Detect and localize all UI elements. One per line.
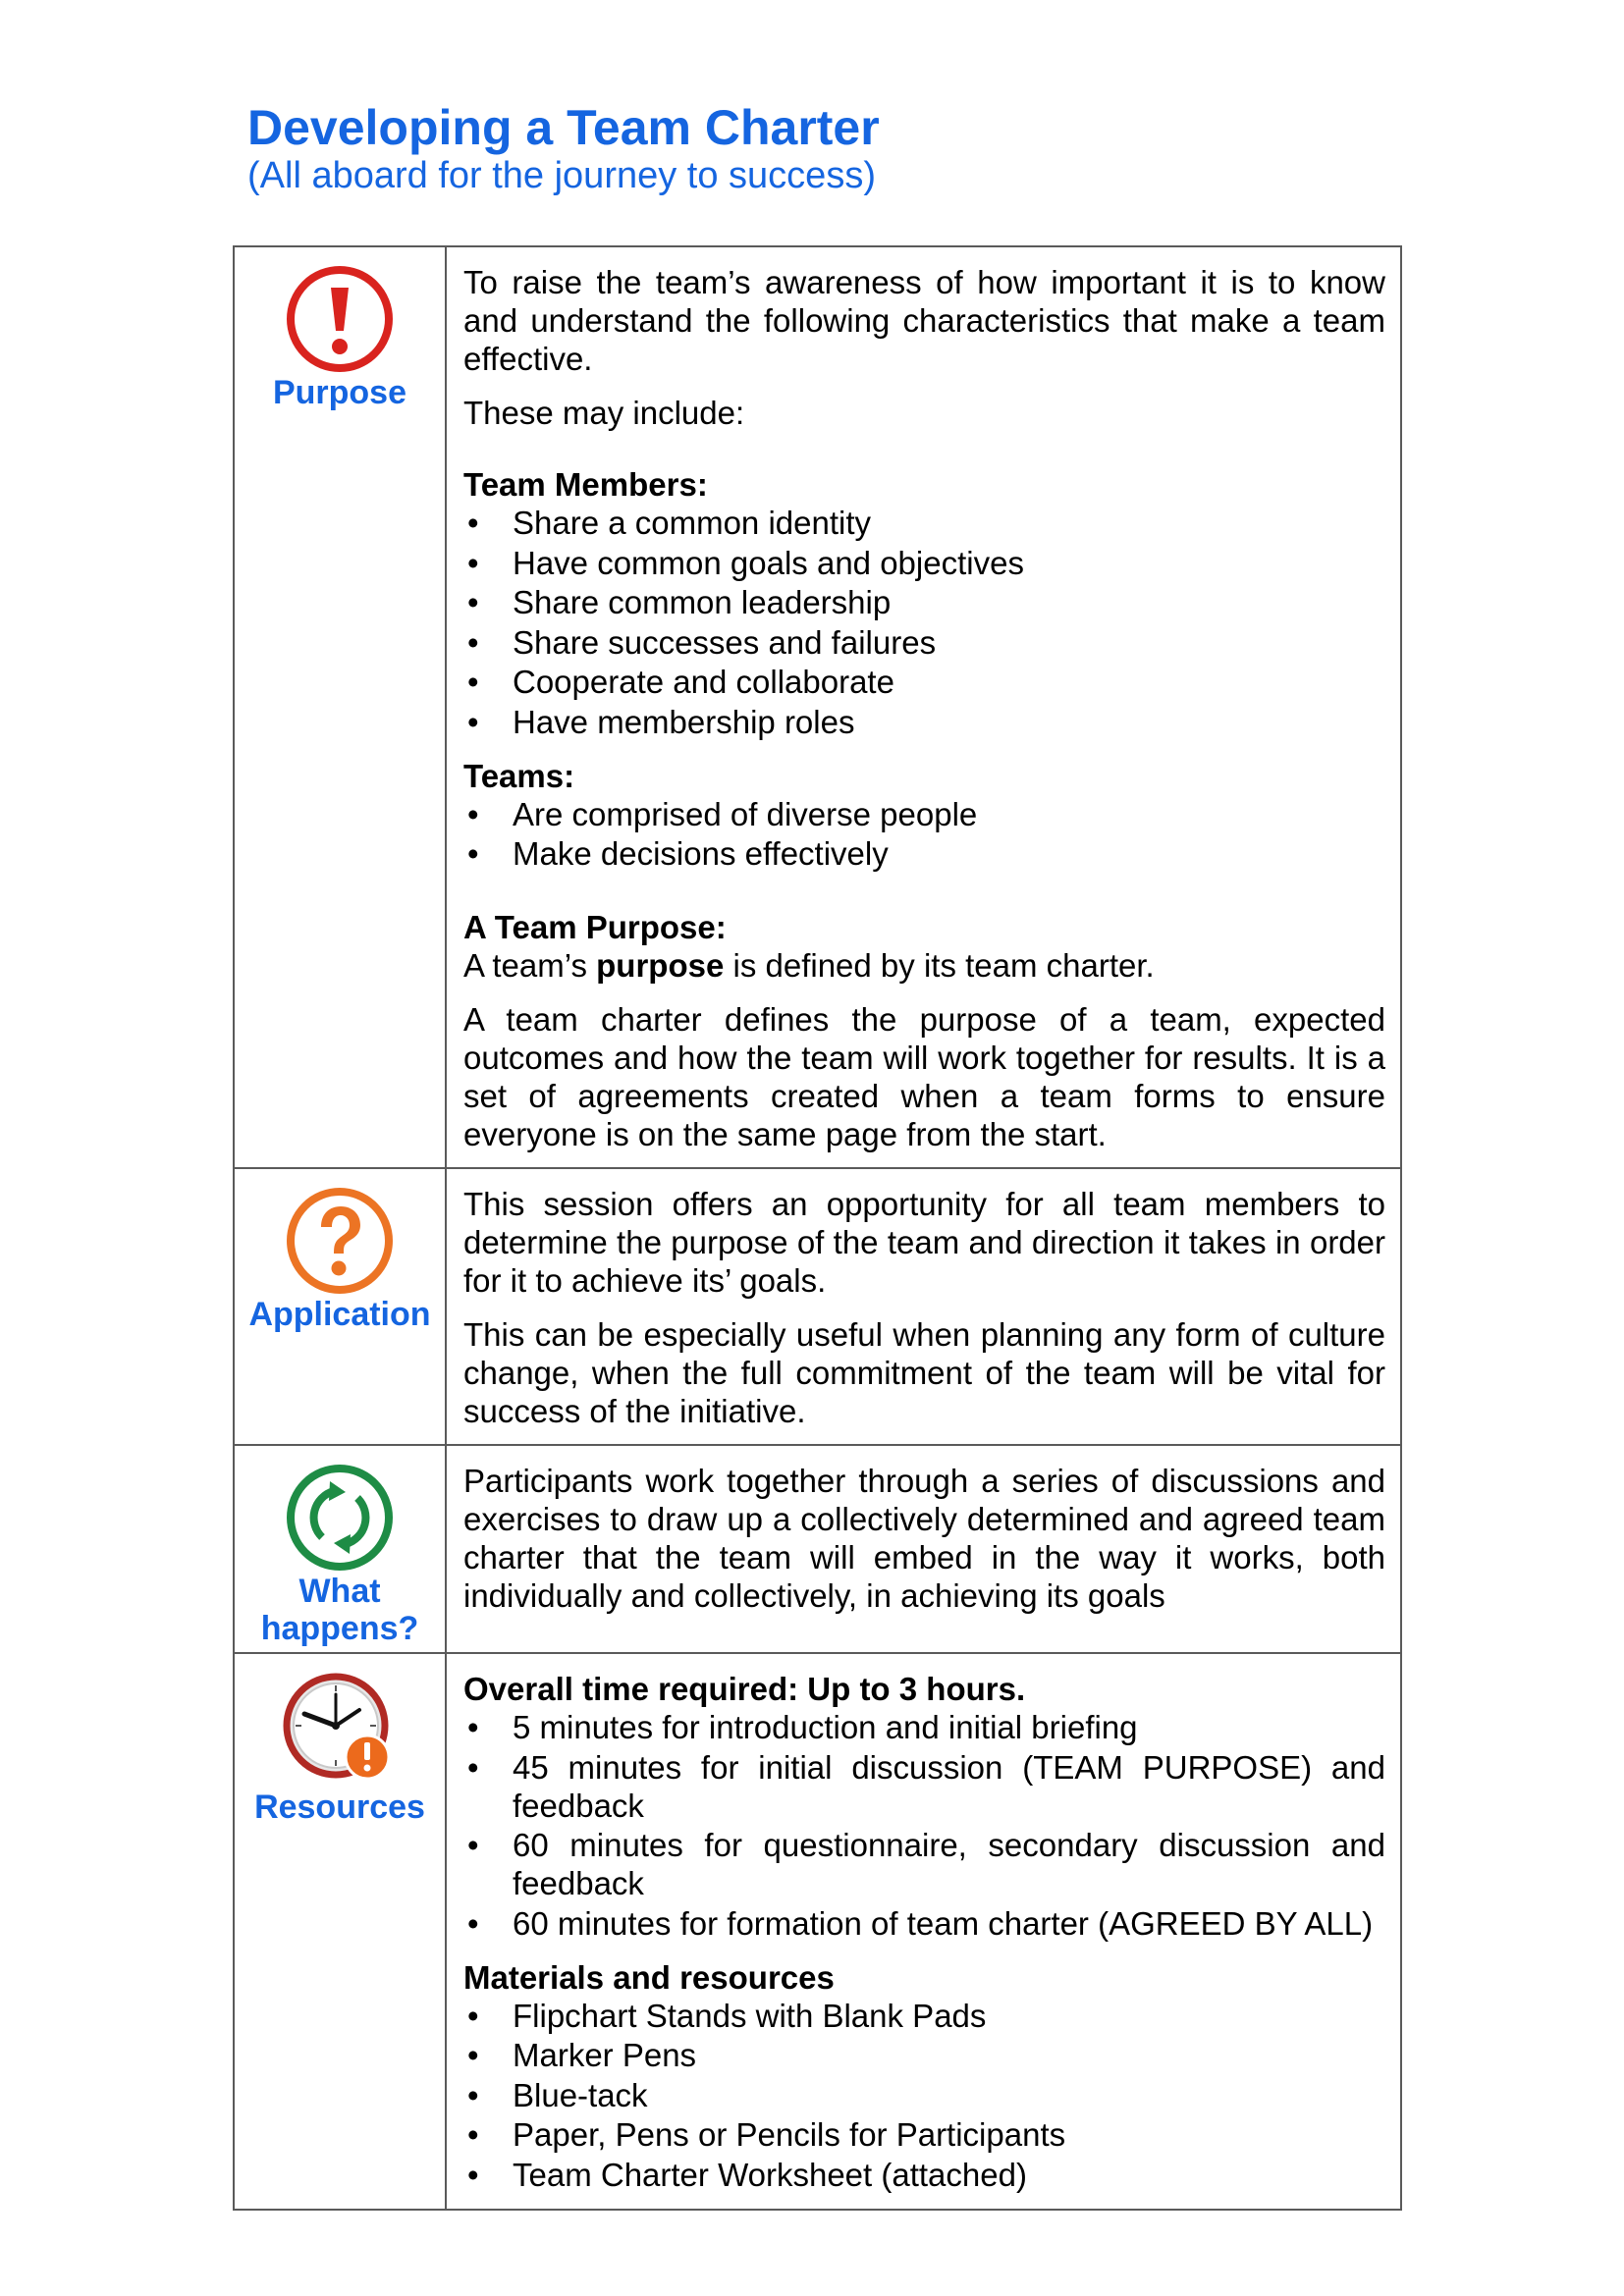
question-icon: [285, 1186, 395, 1296]
purpose-intro: To raise the team’s awareness of how important it is to know and understand the following characteristics that make a team effective.: [463, 264, 1385, 377]
charter-description: A team charter defines the purpose of a team, expected outcomes and how the team will work together for results. It is a set of agreements created when a team forms to ensure everyone is on the same page from the start.: [463, 1001, 1385, 1152]
what-happens-row: [234, 1445, 1401, 1653]
team-members-heading: Team Members:: [463, 466, 708, 503]
list-item: • Have membership roles: [463, 703, 1385, 741]
purpose-label: Purpose: [272, 374, 407, 411]
list-item: • Flipchart Stands with Blank Pads: [463, 1997, 1385, 2035]
page-subtitle: (All aboard for the journey to success): [247, 155, 876, 196]
application-row: [234, 1168, 1401, 1445]
list-item: • Share common leadership: [463, 583, 1385, 621]
page-title: Developing a Team Charter: [247, 100, 880, 155]
resources-row: [234, 1653, 1401, 2210]
purpose-row: [234, 246, 1401, 1168]
purpose-lead: These may include:: [463, 395, 745, 431]
list-item: • Are comprised of diverse people: [463, 795, 1385, 833]
resources-content: [446, 1653, 1401, 2210]
definition-bold: purpose: [596, 947, 725, 984]
list-item: • Share successes and failures: [463, 623, 1385, 662]
purpose-content: [446, 246, 1401, 1168]
list-item: • Share a common identity: [463, 504, 1385, 542]
what-happens-label-line2: happens?: [260, 1610, 419, 1647]
clock-alert-icon: [281, 1671, 399, 1789]
what-happens-text: Participants work together through a series of discussions and exercises to draw up a collectively determined and agreed team charter that the team will embed in the way it works, both individually and collectively, in achieving its goals: [463, 1463, 1385, 1614]
list-item: • Blue-tack: [463, 2076, 1385, 2114]
materials-list: [463, 1997, 1385, 2194]
application-text-1: This session offers an opportunity for all team members to determine the purpose of the team and direction it takes in order for it to achieve its’ goals.: [463, 1186, 1385, 1299]
list-item: • 60 minutes for formation of team charter (AGREED BY ALL): [463, 1904, 1385, 1943]
team-members-list: [463, 504, 1385, 741]
charter-table: [233, 245, 1402, 2211]
list-item: • Cooperate and collaborate: [463, 663, 1385, 701]
what-happens-label-line1: What: [298, 1573, 381, 1610]
what-happens-content: [446, 1445, 1401, 1653]
list-item: • Have common goals and objectives: [463, 544, 1385, 582]
resources-label: Resources: [254, 1789, 425, 1826]
what-happens-label: [236, 1573, 444, 1647]
teams-heading: Teams:: [463, 757, 575, 794]
team-purpose-heading: A Team Purpose:: [463, 909, 727, 945]
team-purpose-definition: [463, 946, 1385, 985]
list-item: • 60 minutes for questionnaire, secondary discussion and feedback: [463, 1826, 1385, 1902]
teams-list: [463, 795, 1385, 874]
materials-heading: Materials and resources: [463, 1958, 835, 1996]
exclamation-icon: [285, 264, 395, 374]
refresh-icon: [285, 1463, 395, 1573]
list-item: • 5 minutes for introduction and initial briefing: [463, 1708, 1385, 1746]
resources-label-cell: [234, 1653, 446, 2210]
definition-pre: A team’s: [463, 947, 597, 984]
application-text-2: This can be especially useful when planning any form of culture change, when the full commitment of the team will be vital for success of the initiative.: [463, 1316, 1385, 1429]
application-content: [446, 1168, 1401, 1445]
list-item: • Make decisions effectively: [463, 834, 1385, 873]
time-required-heading: Overall time required: Up to 3 hours.: [463, 1671, 1026, 1707]
time-list: [463, 1708, 1385, 1943]
list-item: • 45 minutes for initial discussion (TEAM PURPOSE) and feedback: [463, 1748, 1385, 1825]
list-item: • Paper, Pens or Pencils for Participants: [463, 2115, 1385, 2154]
definition-post: is defined by its team charter.: [724, 947, 1155, 984]
list-item: • Marker Pens: [463, 2036, 1385, 2074]
application-label-cell: [234, 1168, 446, 1445]
list-item: • Team Charter Worksheet (attached): [463, 2156, 1385, 2194]
purpose-label-cell: [234, 246, 446, 1168]
what-happens-label-cell: [234, 1445, 446, 1653]
application-label: Application: [248, 1296, 431, 1333]
